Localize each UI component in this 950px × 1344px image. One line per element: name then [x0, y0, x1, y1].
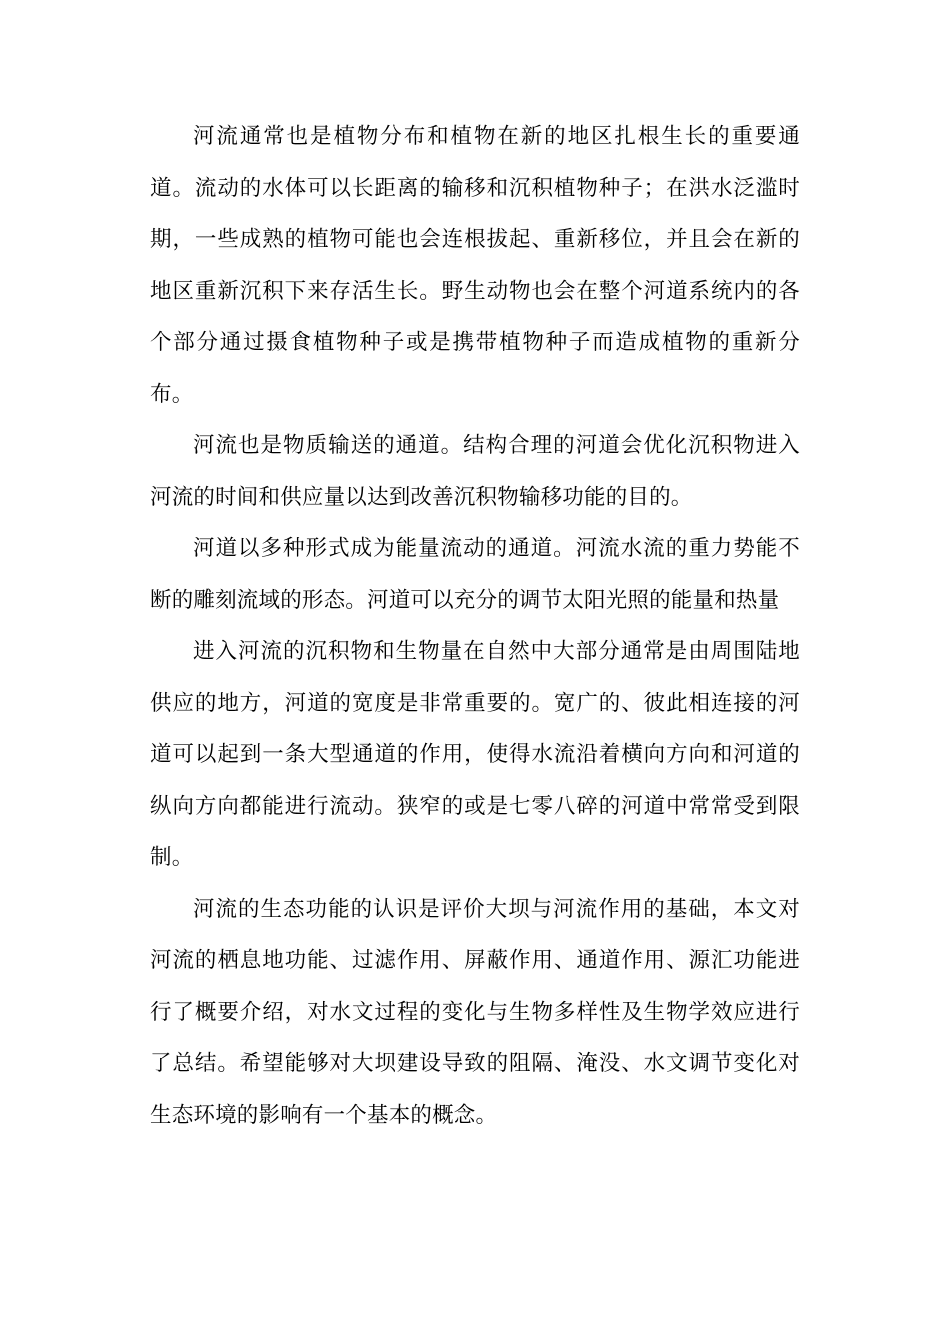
paragraph-conclusion: 河流的生态功能的认识是评价大坝与河流作用的基础，本文对河流的栖息地功能、过滤作用、屏蔽作用、通道作用、源汇功能进行了概要介绍，对水文过程的变化与生物多样性及生物学效应进行了总结。希望能够对大坝建设导致的阻隔、淹没、水文调节变化对生态环境的影响有一个基本的概念。 [150, 896, 800, 1128]
paragraph-energy-flow: 河道以多种形式成为能量流动的通道。河流水流的重力势能不断的雕刻流域的形态。河道可以充分的调节太阳光照的能量和热量 [150, 536, 800, 613]
paragraph-channel-width: 进入河流的沉积物和生物量在自然中大部分通常是由周围陆地供应的地方，河道的宽度是非常重要的。宽广的、彼此相连接的河道可以起到一条大型通道的作用，使得水流沿着横向方向和河道的纵向方向都能进行流动。狭窄的或是七零八碎的河道中常常受到限制。 [150, 639, 800, 870]
document-body [150, 111, 800, 1141]
paragraph-plant-dispersal: 河流通常也是植物分布和植物在新的地区扎根生长的重要通道。流动的水体可以长距离的输移和沉积植物种子；在洪水泛滥时期，一些成熟的植物可能也会连根拔起、重新移位，并且会在新的地区重新沉积下来存活生长。野生动物也会在整个河道系统内的各个部分通过摄食植物种子或是携带植物种子而造成植物的重新分布。 [150, 124, 800, 407]
paragraph-material-transport: 河流也是物质输送的通道。结构合理的河道会优化沉积物进入河流的时间和供应量以达到改善沉积物输移功能的目的。 [150, 433, 800, 510]
